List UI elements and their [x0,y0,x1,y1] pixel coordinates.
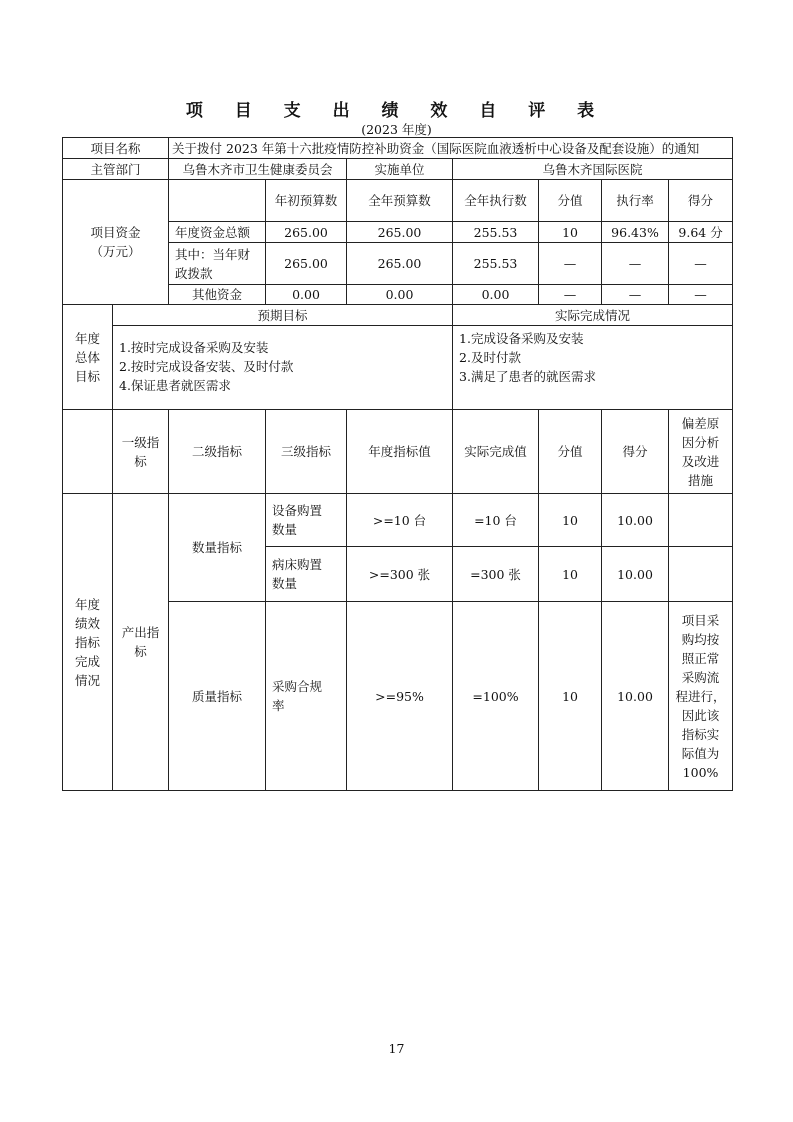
funds-row-score: — [669,285,733,305]
header-level1: 一级指 标 [113,410,169,494]
project-name-label: 项目名称 [63,138,169,159]
level2-quality: 质量指标 [169,602,266,791]
funds-row-year: 0.00 [347,285,453,305]
indicator-deviation [669,547,733,602]
indicator-level3: 采购合规 率 [266,602,347,791]
funds-row-initial: 0.00 [266,285,347,305]
goals-label: 年度 总体 目标 [63,305,113,410]
funds-row-label: 年度资金总额 [169,222,266,243]
indicator-actual: =300 张 [453,547,539,602]
funds-header-initial: 年初预算数 [266,180,347,222]
level2-quantity: 数量指标 [169,494,266,602]
funds-label: 项目资金 （万元） [63,180,169,305]
goals-actual-header: 实际完成情况 [453,305,733,326]
header-deviation: 偏差原 因分析 及改进 措施 [669,410,733,494]
funds-row-initial: 265.00 [266,222,347,243]
indicator-level3: 病床购置 数量 [266,547,347,602]
funds-row-label: 其他资金 [169,285,266,305]
goals-expected-header: 预期目标 [113,305,453,326]
indicators-label: 年度 绩效 指标 完成 情况 [63,494,113,791]
funds-row-score-value: — [539,243,602,285]
indicator-actual: =10 台 [453,494,539,547]
unit-value: 乌鲁木齐国际医院 [453,159,733,180]
header-actual: 实际完成值 [453,410,539,494]
indicator-deviation [669,494,733,547]
funds-row-executed: 255.53 [453,243,539,285]
indicator-score-value: 10 [539,602,602,791]
funds-row-score-value: — [539,285,602,305]
funds-row-rate: — [602,243,669,285]
header-score-value: 分值 [539,410,602,494]
page-subtitle: (2023 年度) [361,122,432,137]
funds-row-year: 265.00 [347,222,453,243]
funds-row-score: — [669,243,733,285]
header-score: 得分 [602,410,669,494]
indicators-header-blank [63,410,113,494]
header-level2: 二级指标 [169,410,266,494]
header-target: 年度指标值 [347,410,453,494]
funds-header-year: 全年预算数 [347,180,453,222]
dept-value: 乌鲁木齐市卫生健康委员会 [169,159,347,180]
funds-row-executed: 255.53 [453,222,539,243]
level1-output: 产出指 标 [113,494,169,791]
header-level3: 三级指标 [266,410,347,494]
project-name-value: 关于拨付 2023 年第十六批疫情防控补助资金（国际医院血液透析中心设备及配套设施）的通知 [169,138,733,159]
indicator-score-value: 10 [539,547,602,602]
funds-row-executed: 0.00 [453,285,539,305]
funds-row-year: 265.00 [347,243,453,285]
dept-label: 主管部门 [63,159,169,180]
funds-header-executed: 全年执行数 [453,180,539,222]
indicator-target: >=300 张 [347,547,453,602]
indicator-deviation: 项目采 购均按 照正常 采购流 程进行， 因此该 指标实 际值为 100% [669,602,733,791]
indicator-level3: 设备购置 数量 [266,494,347,547]
funds-row-rate: 96.43% [602,222,669,243]
indicator-score-value: 10 [539,494,602,547]
indicator-row [63,494,733,547]
performance-table [62,137,733,791]
indicator-target: >=10 台 [347,494,453,547]
page-number: 17 [388,1041,405,1056]
funds-row-rate: — [602,285,669,305]
funds-row-label: 其中：当年财政拨款 [169,243,266,285]
indicator-score: 10.00 [602,494,669,547]
funds-header-rate: 执行率 [602,180,669,222]
funds-row-score-value: 10 [539,222,602,243]
funds-header-score-value: 分值 [539,180,602,222]
unit-label: 实施单位 [347,159,453,180]
indicator-score: 10.00 [602,602,669,791]
funds-row-initial: 265.00 [266,243,347,285]
funds-row-score: 9.64 分 [669,222,733,243]
page-title: 项 目 支 出 绩 效 自 评 表 [185,101,608,121]
funds-header-blank [169,180,266,222]
goals-actual: 1.完成设备采购及安装 2.及时付款 3.满足了患者的就医需求 [453,326,733,410]
indicator-actual: =100% [453,602,539,791]
indicator-score: 10.00 [602,547,669,602]
indicator-target: >=95% [347,602,453,791]
funds-header-score: 得分 [669,180,733,222]
goals-expected: 1.按时完成设备采购及安装 2.按时完成设备安装、及时付款 4.保证患者就医需求 [113,326,453,410]
